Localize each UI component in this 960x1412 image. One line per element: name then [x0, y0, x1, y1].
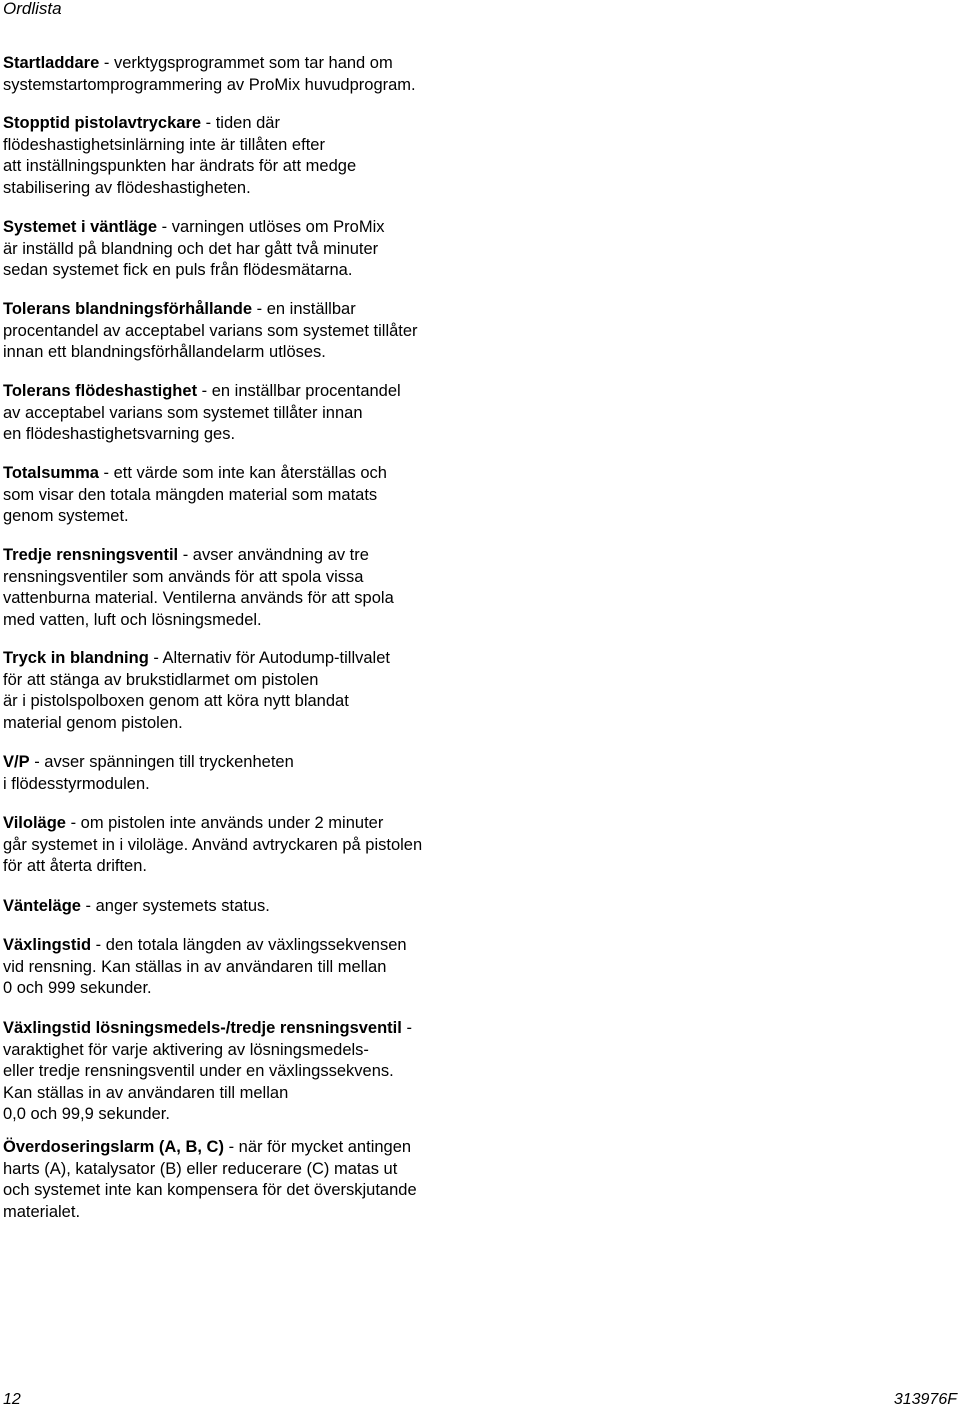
glossary-definition-line: innan ett blandningsförhållandelarm utlöses.: [3, 343, 326, 361]
glossary-entry-stopptid: [3, 113, 473, 199]
glossary-definition: - anger systemets status.: [80, 897, 270, 915]
glossary-entry-vp: [3, 752, 473, 795]
glossary-definition-line: procentandel av acceptabel varians som systemet tillåter: [3, 321, 418, 340]
glossary-definition: - om pistolen inte används under 2 minuter: [65, 814, 384, 832]
glossary-definition: - verktygsprogrammet som tar hand om: [99, 54, 393, 72]
glossary-definition-line: en flödeshastighetsvarning ges.: [3, 425, 236, 443]
glossary-definition: - en inställbar: [252, 300, 356, 318]
glossary-definition-line: materialet.: [3, 1202, 81, 1221]
glossary-definition: - Alternativ för Autodump-tillvalet: [148, 649, 390, 667]
glossary-definition: - avser användning av tre: [178, 546, 369, 564]
glossary-entry-vilolage: [3, 813, 473, 878]
glossary-definition-line: rensningsventiler som används för att spola vissa: [3, 567, 364, 586]
glossary-entry-tolerans-flodeshastighet: [3, 381, 473, 446]
glossary-term: Vänteläge: [3, 897, 81, 915]
glossary-term: Tolerans flödeshastighet: [3, 382, 198, 400]
glossary-definition-line: flödeshastighetsinlärning inte är tillåten efter: [3, 135, 325, 154]
glossary-definition-line: för att återta driften.: [3, 857, 147, 875]
glossary-definition-line: att inställningspunkten har ändrats för att medge: [3, 157, 357, 175]
glossary-entry-systemet-i-vantlage: [3, 217, 473, 282]
glossary-definition-line: vid rensning. Kan ställas in av användaren till mellan: [3, 957, 387, 976]
glossary-term: Tredje rensningsventil: [3, 546, 179, 564]
glossary-term: Stopptid pistolavtryckare: [3, 114, 202, 132]
glossary-term: V/P: [3, 753, 30, 771]
glossary-term: Överdoseringslarm (A, B, C): [3, 1138, 224, 1156]
glossary-definition-line: och systemet inte kan kompensera för det överskjutande: [3, 1181, 417, 1199]
glossary-definition-line: är i pistolspolboxen genom att köra nytt blandat: [3, 692, 349, 710]
glossary-term: Tolerans blandningsförhållande: [3, 300, 253, 318]
glossary-definition: - en inställbar procentandel: [197, 382, 401, 400]
glossary-term: Systemet i väntläge: [3, 218, 158, 236]
glossary-entry-vantelage: [3, 896, 473, 918]
glossary-definition: - avser spänningen till tryckenheten: [29, 753, 294, 771]
page-number: 12: [3, 1391, 21, 1408]
glossary-definition: - när för mycket antingen: [223, 1138, 412, 1156]
glossary-definition-line: av acceptabel varians som systemet tillåter innan: [3, 403, 363, 422]
glossary-definition-line: vattenburna material. Ventilerna används för att spola: [3, 589, 394, 607]
glossary-term: Viloläge: [3, 814, 66, 832]
glossary-definition-line: genom systemet.: [3, 507, 129, 525]
glossary-entry-overdoseringslarm: [3, 1137, 473, 1223]
glossary-entry-tredje-rensningsventil: [3, 545, 473, 631]
glossary-definition-line: för att stänga av brukstidlarmet om pistolen: [3, 670, 319, 689]
glossary-definition-line: 0 och 999 sekunder.: [3, 979, 152, 997]
glossary-definition: - den totala längden av växlingssekvensen: [91, 936, 407, 954]
glossary-definition-line: 0,0 och 99,9 sekunder.: [3, 1105, 170, 1123]
glossary-definition-line: som visar den totala mängden material som matats: [3, 485, 378, 504]
glossary-definition-line: med vatten, luft och lösningsmedel.: [3, 610, 262, 629]
document-number: 313976F: [893, 1391, 957, 1408]
glossary-definition-line: varaktighet för varje aktivering av lösningsmedels-: [3, 1040, 369, 1059]
glossary-entry-tryck-in-blandning: [3, 648, 473, 734]
glossary-definition-line: Kan ställas in av användaren till mellan: [3, 1083, 289, 1102]
glossary-definition-line: harts (A), katalysator (B) eller reducerare (C) matas ut: [3, 1159, 398, 1178]
glossary-definition: -: [401, 1019, 412, 1037]
glossary-term: Växlingstid: [3, 936, 92, 954]
glossary-definition: - ett värde som inte kan återställas och: [98, 464, 387, 482]
glossary-definition-line: stabilisering av flödeshastigheten.: [3, 178, 251, 197]
glossary-definition-line: går systemet in i viloläge. Använd avtryckaren på pistolen: [3, 835, 423, 854]
glossary-definition-line: material genom pistolen.: [3, 713, 183, 732]
glossary-term: Tryck in blandning: [3, 649, 149, 667]
glossary-definition: - varningen utlöses om ProMix: [157, 218, 385, 236]
glossary-definition-line: sedan systemet fick en puls från flödesmätarna.: [3, 261, 353, 279]
glossary-entry-tolerans-blandning: [3, 299, 473, 364]
glossary-definition-line: är inställd på blandning och det har gått två minuter: [3, 239, 379, 258]
glossary-definition: - tiden där: [201, 114, 280, 132]
glossary-definition-line: eller tredje rensningsventil under en växlingssekvens.: [3, 1062, 394, 1080]
glossary-title: Ordlista: [3, 0, 62, 18]
glossary-term: Växlingstid lösningsmedels-/tredje rensningsventil: [3, 1019, 402, 1037]
glossary-term: Startladdare: [3, 54, 100, 72]
glossary-definition-line: i flödesstyrmodulen.: [3, 774, 150, 793]
glossary-entry-startladdare: [3, 53, 473, 96]
glossary-entry-totalsumma: [3, 463, 473, 528]
glossary-entry-vaxlingstid-losningsmedel: [3, 1018, 473, 1126]
glossary-definition-line: systemstartomprogrammering av ProMix huvudprogram.: [3, 75, 416, 94]
glossary-term: Totalsumma: [3, 464, 99, 482]
glossary-entry-vaxlingstid: [3, 935, 473, 1000]
